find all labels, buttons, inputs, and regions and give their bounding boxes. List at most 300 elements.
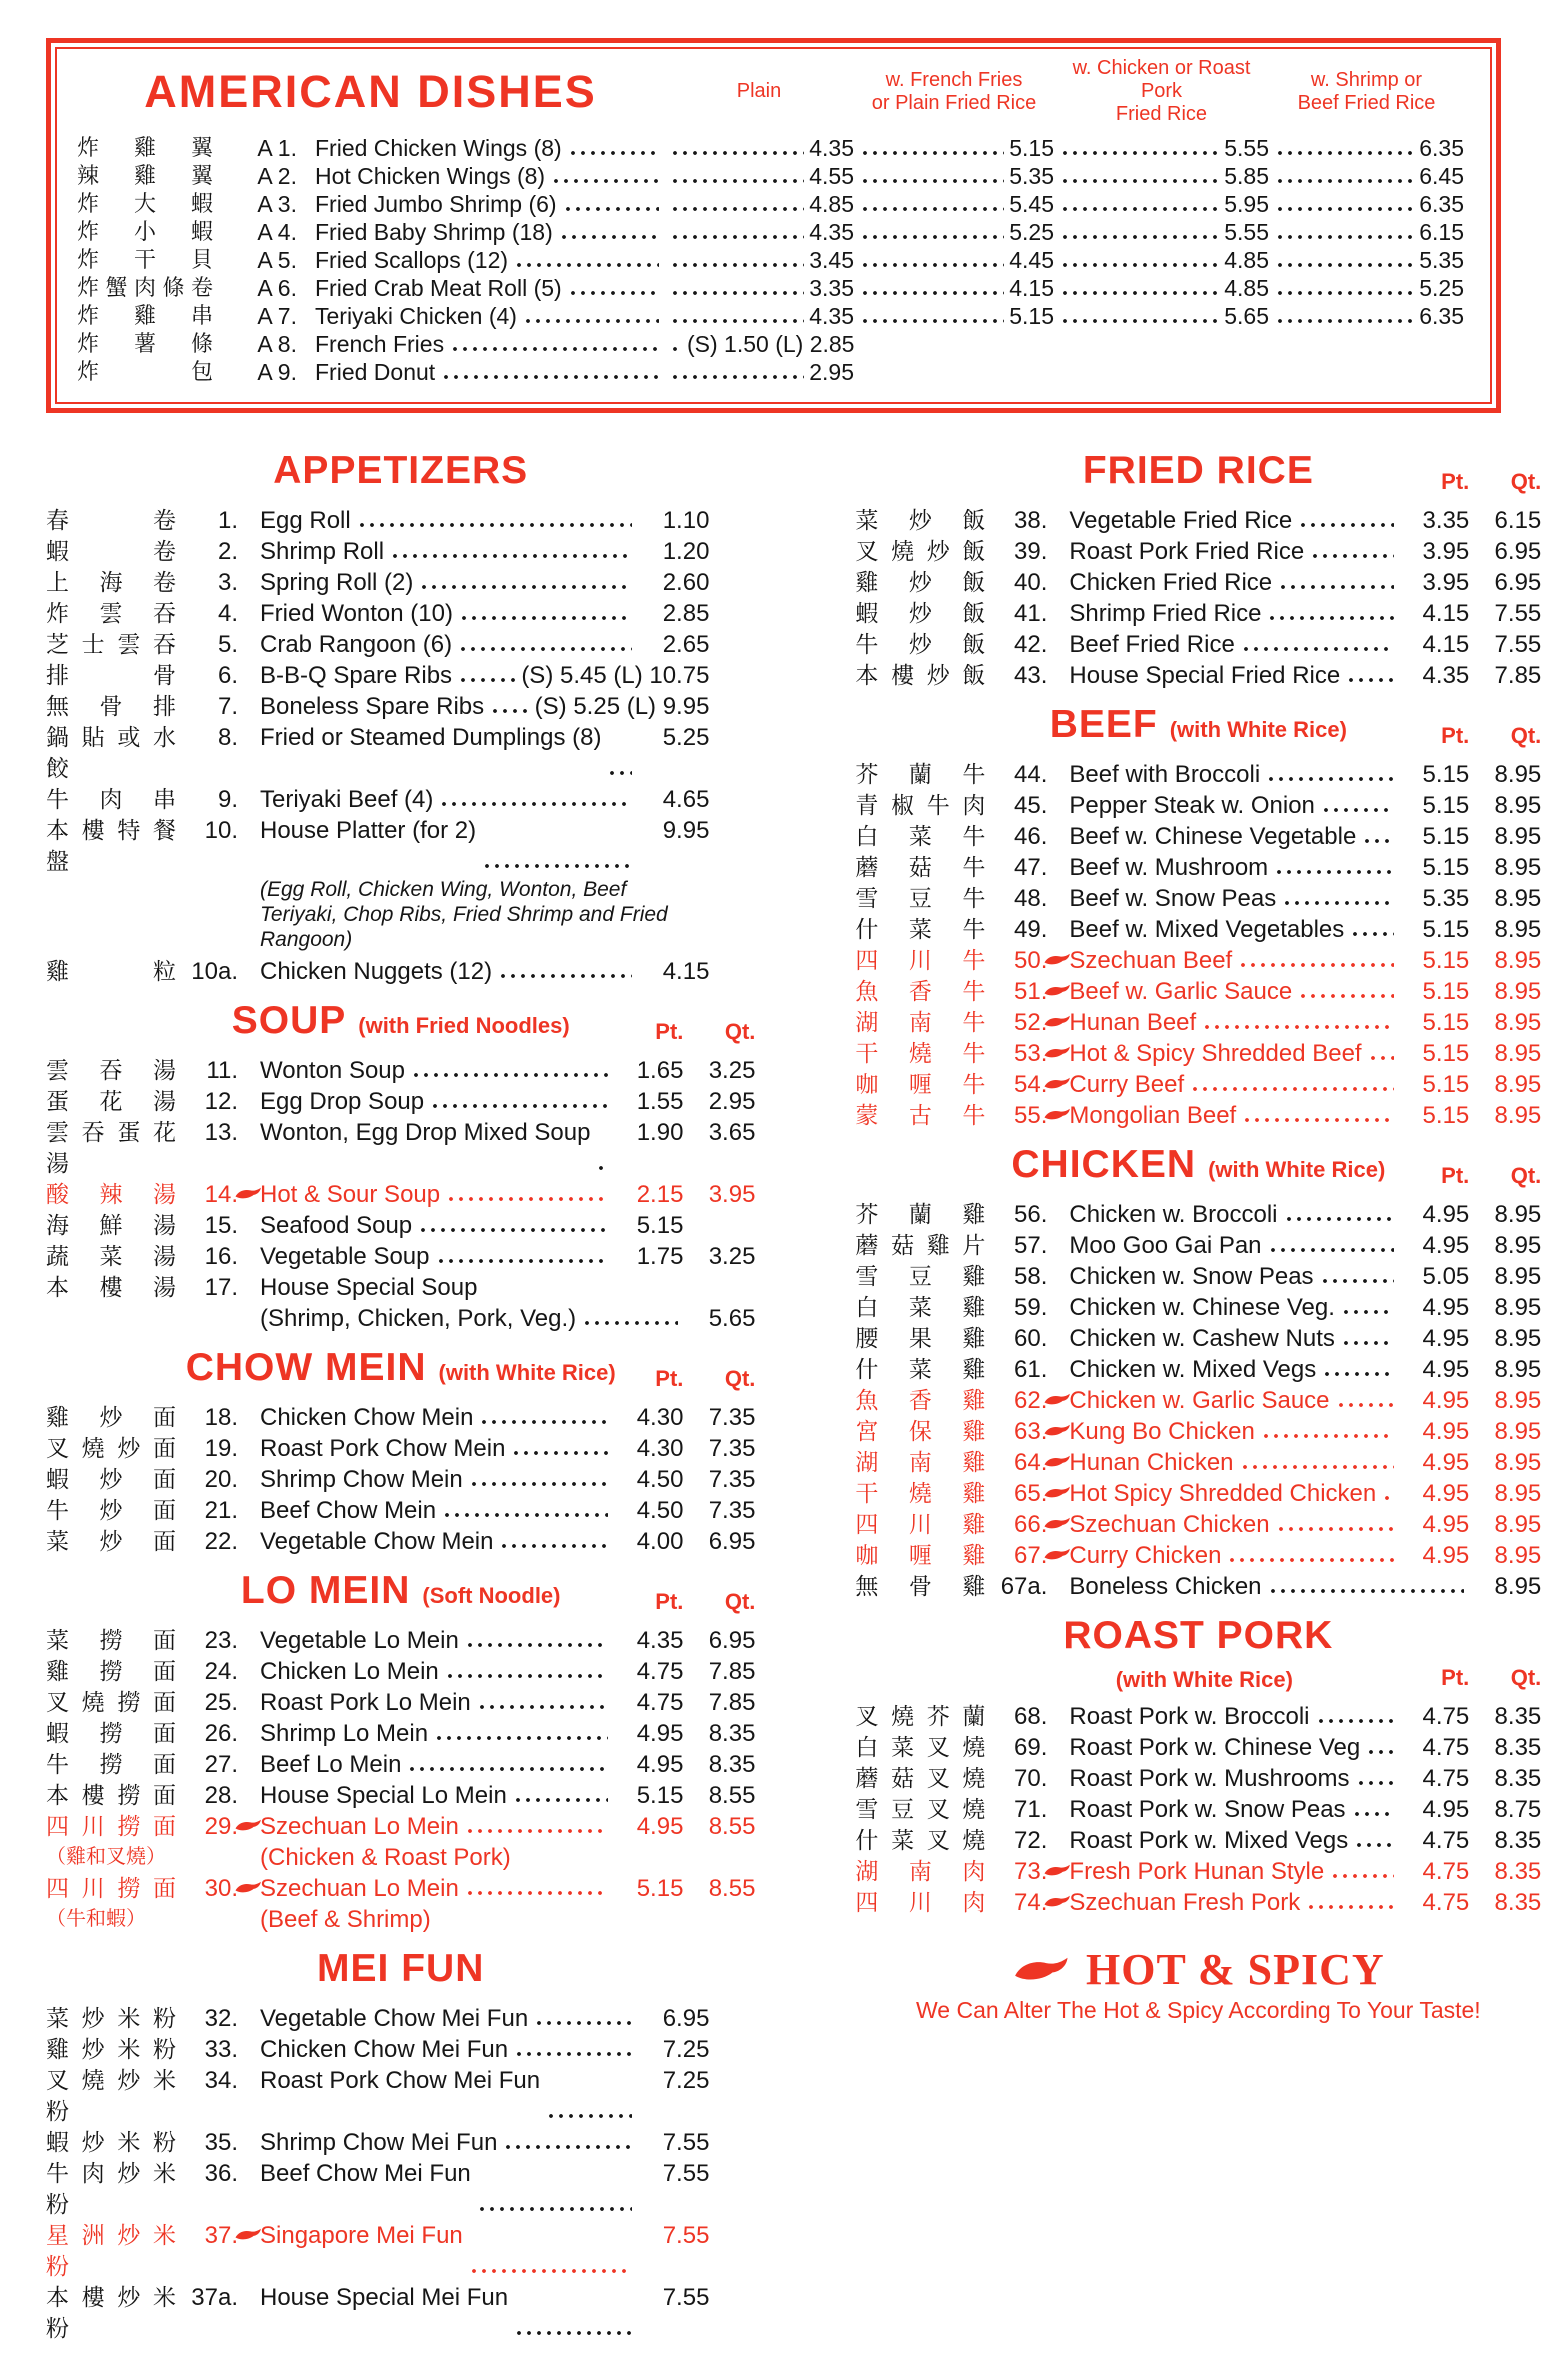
item-price-qt: 8.35 — [1494, 1765, 1541, 1792]
item-chinese-name: 春 卷 — [46, 507, 176, 533]
item-chinese-name: 牛 炒 面 — [46, 1497, 176, 1523]
menu-item-row — [77, 246, 1464, 274]
item-price: 7.25 — [662, 2036, 710, 2063]
hot-spicy-pepper-icon — [234, 1881, 262, 1894]
item-chinese-name: 菜 撈 面 — [46, 1627, 176, 1653]
item-price-pt: 4.95 — [1422, 1232, 1470, 1259]
dot-leader — [436, 1241, 609, 1272]
item-name: Crab Rangoon (6) — [260, 631, 453, 658]
item-price-qt: 8.95 — [1494, 1294, 1541, 1321]
pt-qt-labels — [1399, 723, 1541, 749]
item-number: 22. — [204, 1528, 238, 1555]
item-name: Chicken w. Garlic Sauce — [1069, 1387, 1330, 1414]
dot-leader — [469, 2220, 633, 2282]
item-price-pt: 5.35 — [1422, 885, 1470, 912]
dot-leader — [1336, 1385, 1395, 1416]
item-number: 59. — [1014, 1294, 1048, 1321]
item-price: 4.15 — [662, 958, 710, 985]
item-price: (S) 5.45 (L) 10.75 — [521, 662, 710, 689]
item-name: Hot Spicy Shredded Chicken — [1069, 1480, 1377, 1507]
item-name: B-B-Q Spare Ribs — [260, 662, 453, 689]
pt-label: Pt. — [1441, 1665, 1470, 1690]
item-name: Boneless Chicken — [1069, 1573, 1262, 1600]
menu-item-row — [855, 945, 1541, 976]
item-name: French Fries — [315, 331, 445, 357]
item-number: 74. — [1014, 1889, 1048, 1916]
item-number: 6. — [217, 662, 238, 689]
item-name: Vegetable Soup — [260, 1243, 430, 1270]
item-price: 4.45 — [1009, 247, 1054, 273]
menu-item-row — [46, 2282, 755, 2344]
item-price-pt: 4.75 — [636, 1689, 684, 1716]
qt-label: Qt. — [724, 1366, 756, 1391]
item-number: A 9. — [257, 359, 297, 385]
section-lo-mein — [46, 1569, 755, 1935]
menu-item-row — [77, 218, 1464, 246]
american-dishes-box — [46, 38, 1501, 413]
item-number: A 6. — [257, 275, 297, 301]
item-price: 2.85 — [662, 600, 710, 627]
item-number: 28. — [204, 1782, 238, 1809]
item-price-qt: 8.75 — [1494, 1796, 1541, 1823]
item-price-qt: 3.25 — [708, 1243, 756, 1270]
item-price-pt: 5.15 — [1422, 916, 1470, 943]
item-chinese-name: 芝 士 雲 吞 — [46, 631, 176, 657]
price-cell — [1054, 358, 1269, 386]
item-chinese-name: 蝦 炒 面 — [46, 1466, 176, 1492]
item-number: 69. — [1014, 1734, 1048, 1761]
menu-item-row — [46, 2034, 755, 2065]
menu-item-row — [46, 1055, 755, 1086]
menu-item-row — [46, 598, 755, 629]
item-number: A 7. — [257, 303, 297, 329]
item-price: 3.45 — [809, 247, 854, 273]
item-price: 6.35 — [1419, 135, 1464, 161]
item-number: 63. — [1014, 1418, 1048, 1445]
item-name: Chicken w. Chinese Veg. — [1069, 1294, 1335, 1321]
menu-item-row — [77, 330, 1464, 358]
item-number: 72. — [1014, 1827, 1048, 1854]
item-price-qt: 7.85 — [708, 1658, 756, 1685]
dot-leader — [1366, 1732, 1394, 1763]
item-price-qt: 8.95 — [1494, 916, 1541, 943]
menu-item-row — [46, 1433, 755, 1464]
item-price-pt: 5.15 — [1422, 1071, 1470, 1098]
dot-leader — [465, 1625, 609, 1656]
item-price: 4.85 — [809, 191, 854, 217]
pt-label: Pt. — [655, 1019, 684, 1044]
menu-item-row — [855, 790, 1541, 821]
item-price: 5.85 — [1224, 163, 1269, 189]
item-price-qt: 7.55 — [1494, 600, 1541, 627]
item-number: A 3. — [257, 191, 297, 217]
item-name-cell — [297, 190, 664, 218]
item-price-qt: 8.95 — [1494, 1009, 1541, 1036]
dot-leader — [1275, 274, 1414, 302]
item-note: (Chicken & Roast Pork) — [260, 1844, 511, 1871]
item-number: 25. — [204, 1689, 238, 1716]
item-name: Teriyaki Beef (4) — [260, 786, 434, 813]
item-chinese-name: 芥 蘭 雞 — [855, 1201, 986, 1227]
spicy-indicator — [1043, 1393, 1071, 1406]
item-name: Shrimp Lo Mein — [260, 1720, 429, 1747]
item-number: 29. — [204, 1813, 238, 1840]
menu-item-row — [855, 536, 1541, 567]
item-name: Chicken Nuggets (12) — [260, 958, 493, 985]
dot-leader — [514, 246, 659, 274]
item-name: Fried Baby Shrimp (18) — [315, 219, 553, 245]
dot-leader — [1368, 1038, 1395, 1069]
item-name: Beef w. Snow Peas — [1069, 885, 1277, 912]
item-price-qt: 8.95 — [1494, 1449, 1541, 1476]
dot-leader — [465, 1873, 609, 1904]
price-cell — [1269, 162, 1464, 190]
price-cell — [1054, 162, 1269, 190]
item-number: 64. — [1014, 1449, 1048, 1476]
item-number: 1. — [217, 507, 238, 534]
dot-leader — [430, 1086, 608, 1117]
menu-item-row — [855, 629, 1541, 660]
item-chinese-name: 雲 吞 蛋 花 湯 — [46, 1119, 176, 1176]
menu-item-row — [77, 190, 1464, 218]
item-chinese-name: 什 菜 牛 — [855, 916, 986, 942]
item-number: 55. — [1014, 1102, 1048, 1129]
item-price-pt: 4.95 — [1422, 1325, 1470, 1352]
dot-leader — [1341, 1323, 1394, 1354]
dot-leader — [1268, 1230, 1395, 1261]
item-chinese-name: 青 椒 牛 肉 — [855, 792, 986, 818]
item-number: 68. — [1014, 1703, 1048, 1730]
item-chinese-name: 上 海 卷 — [46, 569, 176, 595]
spicy-indicator — [234, 2228, 262, 2241]
item-name: Beef w. Mixed Vegetables — [1069, 916, 1345, 943]
item-chinese-name: 菜 炒 米 粉 — [46, 2005, 176, 2031]
item-price-qt: 6.95 — [708, 1627, 756, 1654]
price-cell — [854, 302, 1054, 330]
dot-leader — [1261, 1416, 1394, 1447]
dot-leader — [1298, 505, 1394, 536]
menu-item-row — [46, 956, 755, 987]
price-cell — [1054, 246, 1269, 274]
item-number: 15. — [204, 1212, 238, 1239]
section-subtitle: (with White Rice) — [1169, 717, 1347, 742]
item-name: Wonton, Egg Drop Mixed Soup — [260, 1119, 591, 1146]
price-cell — [664, 302, 854, 330]
item-price-qt: 8.35 — [1494, 1889, 1541, 1916]
american-header-row — [77, 57, 1464, 126]
item-name-cell — [297, 218, 664, 246]
item-chinese-name: 牛 肉 串 — [46, 786, 176, 812]
item-price: 7.55 — [662, 2129, 710, 2156]
dot-leader — [459, 598, 632, 629]
item-price-qt: 8.95 — [1494, 823, 1541, 850]
item-name: Hot & Sour Soup — [260, 1181, 441, 1208]
item-number: 66. — [1014, 1511, 1048, 1538]
hot-spicy-pepper-icon — [1043, 1864, 1071, 1877]
section-fried-rice — [855, 449, 1541, 691]
section-mei-fun — [46, 1947, 755, 2344]
hot-spicy-pepper-icon — [1043, 1895, 1071, 1908]
item-price-pt: 5.05 — [1422, 1263, 1470, 1290]
price-cell — [1269, 358, 1464, 386]
item-price: 5.25 — [662, 724, 710, 751]
dot-leader — [551, 162, 659, 190]
item-price: 5.15 — [1009, 303, 1054, 329]
menu-item-row — [855, 759, 1541, 790]
item-price-qt: 6.15 — [1494, 507, 1541, 534]
price-column-header-line: Fried Rice — [1115, 103, 1208, 125]
item-name: House Special Fried Rice — [1069, 662, 1341, 689]
item-price-qt: 8.95 — [1494, 885, 1541, 912]
item-name: Shrimp Fried Rice — [1069, 600, 1262, 627]
item-name: Roast Pork w. Mushrooms — [1069, 1765, 1350, 1792]
dot-leader — [445, 1656, 609, 1687]
dot-leader — [1354, 1825, 1394, 1856]
item-name: Szechuan Lo Mein — [260, 1875, 459, 1902]
item-number: 2. — [217, 538, 238, 565]
item-price: 2.60 — [662, 569, 710, 596]
price-cell — [854, 330, 1054, 358]
item-chinese-name: 蘑 菇 牛 — [855, 854, 986, 880]
item-price: 4.35 — [809, 219, 854, 245]
item-chinese-name: 雪 豆 牛 — [855, 885, 986, 911]
menu-item-row — [855, 1825, 1541, 1856]
item-number: 50. — [1014, 947, 1048, 974]
dot-leader — [1060, 134, 1219, 162]
item-chinese-name-spacer — [46, 1303, 176, 1334]
dot-leader — [411, 1055, 608, 1086]
item-chinese-name: 干 燒 雞 — [855, 1480, 986, 1506]
dot-leader — [1330, 1856, 1394, 1887]
item-chinese-name: 蔬 菜 湯 — [46, 1243, 176, 1269]
dot-leader — [446, 1179, 608, 1210]
item-price-pt: 3.95 — [1422, 569, 1470, 596]
item-price-pt: 5.15 — [636, 1782, 684, 1809]
item-price: 7.55 — [662, 2222, 710, 2249]
item-number: 46. — [1014, 823, 1048, 850]
menu-item-row — [46, 1780, 755, 1811]
item-name: Vegetable Chow Mei Fun — [260, 2005, 529, 2032]
item-price-qt: 8.35 — [1494, 1703, 1541, 1730]
dot-leader — [568, 134, 659, 162]
item-price-qt: 8.95 — [1494, 1201, 1541, 1228]
dot-leader — [1282, 883, 1394, 914]
item-number: A 2. — [257, 163, 297, 189]
item-chinese-name: 無 骨 排 — [46, 693, 176, 719]
item-price-qt: 8.95 — [1494, 792, 1541, 819]
item-chinese-name: 菜 炒 飯 — [855, 507, 986, 533]
price-column-header-line: Plain — [736, 80, 782, 102]
item-price-pt: 4.15 — [1422, 631, 1470, 658]
item-name: Shrimp Roll — [260, 538, 385, 565]
section-header — [46, 449, 755, 501]
item-name: Beef w. Garlic Sauce — [1069, 978, 1293, 1005]
item-price-qt: 6.95 — [708, 1528, 756, 1555]
item-chinese-name: 炸 干 貝 — [77, 247, 213, 272]
menu-item-row — [46, 1687, 755, 1718]
item-price-qt: 8.55 — [708, 1782, 756, 1809]
dot-leader — [1240, 1447, 1395, 1478]
menu-item-row — [855, 1230, 1541, 1261]
dot-leader — [499, 1526, 608, 1557]
left-column — [46, 437, 755, 2344]
menu-item-row — [46, 1179, 755, 1210]
item-price: 5.25 — [1419, 275, 1464, 301]
menu-item-row — [46, 536, 755, 567]
item-name: Beef Lo Mein — [260, 1751, 402, 1778]
item-price-pt: 4.75 — [1422, 1703, 1470, 1730]
item-name: Curry Beef — [1069, 1071, 1185, 1098]
item-chinese-name: 本 樓 炒 飯 — [855, 662, 986, 688]
item-number: 61. — [1014, 1356, 1048, 1383]
item-price-pt: 4.95 — [1422, 1511, 1470, 1538]
price-cell — [1269, 246, 1464, 274]
dot-leader — [1346, 660, 1394, 691]
pt-qt-labels — [1399, 1163, 1541, 1189]
menu-item-row — [46, 784, 755, 815]
price-cell — [1054, 218, 1269, 246]
item-price: 5.45 — [1009, 191, 1054, 217]
item-price: 5.35 — [1419, 247, 1464, 273]
qt-label: Qt. — [724, 1589, 756, 1614]
item-number: 33. — [204, 2036, 238, 2063]
item-note: (Beef & Shrimp) — [260, 1906, 431, 1933]
item-chinese-name: 湖 南 牛 — [855, 1009, 986, 1035]
price-column-header — [1054, 57, 1269, 126]
item-price-pt: 4.75 — [1422, 1858, 1470, 1885]
item-number: 35. — [204, 2129, 238, 2156]
price-column-header-line: w. French Fries — [885, 68, 1023, 91]
price-cell — [664, 358, 854, 386]
menu-item-row — [46, 1241, 755, 1272]
item-number: A 8. — [257, 331, 297, 357]
item-price-pt: 5.15 — [1422, 1102, 1470, 1129]
menu-item-row — [46, 1272, 755, 1303]
item-name-cell — [297, 330, 664, 358]
dot-leader — [670, 162, 804, 190]
item-number: 16. — [204, 1243, 238, 1270]
dot-leader — [559, 218, 659, 246]
dot-leader — [860, 246, 1004, 274]
hot-spicy-pepper-icon — [1043, 1424, 1071, 1437]
hot-spicy-pepper-icon — [1043, 1015, 1071, 1028]
item-price-pt: 4.95 — [1422, 1418, 1470, 1445]
dot-leader — [670, 358, 804, 386]
item-number: 7. — [217, 693, 238, 720]
section-title: LO MEIN — [240, 1569, 411, 1612]
item-name: Fried Chicken Wings (8) — [315, 135, 562, 161]
item-price: 6.15 — [1419, 219, 1464, 245]
item-number: 48. — [1014, 885, 1048, 912]
price-column-header-line: w. Chicken or Roast Pork — [1072, 57, 1251, 102]
item-name: Fried Jumbo Shrimp (6) — [315, 191, 557, 217]
dot-leader — [441, 358, 659, 386]
item-name: Singapore Mei Fun — [260, 2222, 463, 2249]
item-number: 19. — [204, 1435, 238, 1462]
item-price-qt: 5.65 — [708, 1305, 756, 1332]
item-price-pt: 4.95 — [1422, 1542, 1470, 1569]
item-chinese-name: 宮 保 雞 — [855, 1418, 986, 1444]
hot-spicy-legend — [855, 1944, 1541, 2024]
price-column-header — [1269, 69, 1464, 115]
item-name-cell — [297, 302, 664, 330]
menu-item-row — [46, 1117, 755, 1179]
item-name: Curry Chicken — [1069, 1542, 1222, 1569]
price-cell — [1269, 190, 1464, 218]
menu-item-row — [46, 2065, 755, 2127]
hot-spicy-pepper-icon — [1043, 1517, 1071, 1530]
price-cell — [1054, 134, 1269, 162]
menu-item-row — [46, 2003, 755, 2034]
item-name: Szechuan Chicken — [1069, 1511, 1270, 1538]
menu-item-row — [46, 1495, 755, 1526]
item-chinese-name-2: （牛和蝦） — [46, 1908, 146, 1930]
item-name: Moo Goo Gai Pan — [1069, 1232, 1262, 1259]
item-chinese-name: 雞 炒 米 粉 — [46, 2036, 176, 2062]
dot-leader — [1060, 218, 1219, 246]
item-price-qt: 8.95 — [1494, 1071, 1541, 1098]
item-price-qt: 8.95 — [1494, 1511, 1541, 1538]
item-number: 23. — [204, 1627, 238, 1654]
item-chinese-name: 蝦 卷 — [46, 538, 176, 564]
hot-spicy-pepper-icon — [1043, 1455, 1071, 1468]
item-chinese-name: 魚 香 雞 — [855, 1387, 986, 1413]
hot-spicy-title-row — [855, 1944, 1541, 1995]
item-name: Hunan Chicken — [1069, 1449, 1234, 1476]
item-price-pt: 1.75 — [636, 1243, 684, 1270]
item-number: 65. — [1014, 1480, 1048, 1507]
dot-leader — [1306, 1887, 1394, 1918]
section-header — [855, 703, 1541, 755]
item-price-qt: 3.65 — [708, 1119, 756, 1146]
item-price-qt: 8.95 — [1494, 854, 1541, 881]
dot-leader — [1060, 190, 1219, 218]
menu-item-row — [77, 358, 1464, 386]
item-price: 6.45 — [1419, 163, 1464, 189]
menu-item-row — [46, 660, 755, 691]
dot-leader — [670, 302, 804, 330]
menu-item-row — [855, 1069, 1541, 1100]
item-price-pt: 4.95 — [636, 1813, 684, 1840]
menu-item-row — [855, 914, 1541, 945]
dot-leader — [1356, 1763, 1395, 1794]
item-name: Roast Pork w. Snow Peas — [1069, 1796, 1346, 1823]
item-name: Vegetable Lo Mein — [260, 1627, 459, 1654]
item-chinese-name: 芥 蘭 牛 — [855, 761, 986, 787]
section-header — [855, 1614, 1541, 1697]
dot-leader — [1267, 598, 1394, 629]
item-name-cell — [297, 246, 664, 274]
item-number-spacer — [176, 1904, 238, 1935]
price-cell — [664, 162, 854, 190]
menu-item-row — [46, 691, 755, 722]
item-chinese-name: 咖 喱 雞 — [855, 1542, 986, 1568]
section-title: CHOW MEIN — [185, 1346, 427, 1389]
item-price: 5.65 — [1224, 303, 1269, 329]
section-subtitle: (with White Rice) — [1115, 1667, 1293, 1692]
price-cell — [854, 218, 1054, 246]
item-name: Fried Scallops (12) — [315, 247, 509, 273]
item-name: Chicken Chow Mein — [260, 1404, 474, 1431]
item-chinese-name: 叉 燒 炒 面 — [46, 1435, 176, 1461]
section-title-line — [46, 1947, 755, 1999]
dot-leader — [523, 302, 659, 330]
spicy-indicator — [234, 1187, 262, 1200]
item-name-cell — [297, 274, 664, 302]
price-cell — [854, 358, 1054, 386]
qt-label: Qt. — [1510, 723, 1541, 748]
item-price-pt: 4.95 — [1422, 1294, 1470, 1321]
